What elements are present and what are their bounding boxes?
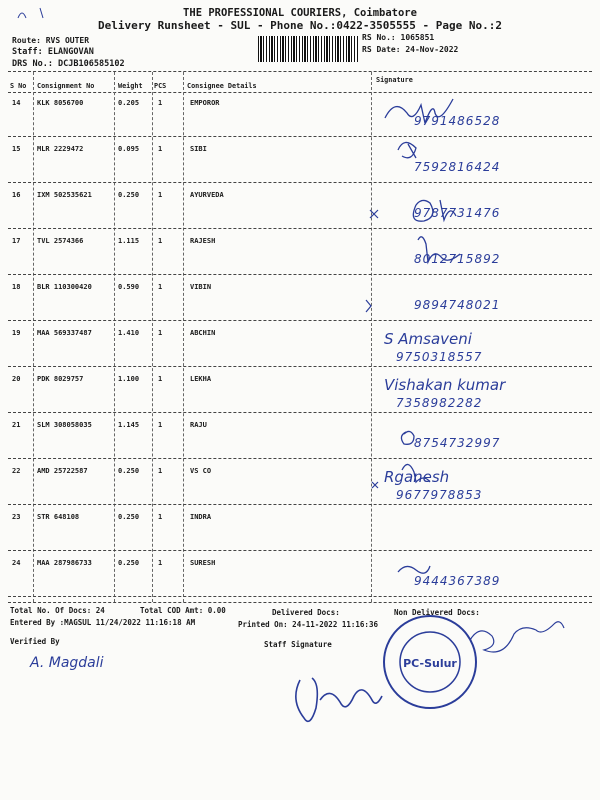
cell-consignee: RAJESH [190,237,216,245]
signature-phone: 9750318557 [396,350,483,364]
company-title: THE PROFESSIONAL COURIERS, Coimbatore [183,7,417,19]
route-label: Route: RVS OUTER [12,36,90,45]
cell-weight: 1.100 [118,375,140,383]
cell-weight: 1.145 [118,421,140,429]
cell-consignee: VS CO [190,467,212,475]
staff-signature-scribble [296,678,382,721]
signature-phone: 7592816424 [414,160,501,174]
signature-scribble [413,200,456,221]
cell-sno: 22 [12,467,21,475]
cell-sno: 16 [12,191,21,199]
verifier-signature: A. Magdali [30,655,104,671]
cell-consignment: TVL 2574366 [37,237,84,245]
drs-label: DRS No.: DCJB106585102 [12,59,125,69]
total-cod: Total COD Amt: 0.00 [140,606,226,615]
cell-pcs: 1 [158,145,163,153]
cell-sno: 24 [12,559,21,567]
signature-phone: 7358982282 [396,396,483,410]
col-header-weight: Weight [118,82,143,90]
col-header-pcs: PCS [154,82,167,90]
cell-consignee: SURESH [190,559,216,567]
cell-sno: 20 [12,375,21,383]
cell-weight: 0.590 [118,283,140,291]
cell-weight: 0.095 [118,145,140,153]
cell-consignee: SIBI [190,145,207,153]
signature-name: Rganesh [384,468,450,486]
cell-consignment: AMD 25722587 [37,467,88,475]
cell-pcs: 1 [158,191,163,199]
cell-pcs: 1 [158,559,163,567]
rs-number: RS No.: 1065851 [362,33,435,42]
signature-scribble [398,142,416,158]
cell-consignment: MAA 287986733 [37,559,92,567]
signature-phone: 9791486528 [414,114,501,128]
cell-sno: 21 [12,421,21,429]
col-header-consignment: Consignment No [37,82,95,90]
cell-consignment: SLM 308058035 [37,421,92,429]
cell-weight: 0.250 [118,467,140,475]
cell-consignee: VIBIN [190,283,212,291]
cell-pcs: 1 [158,237,163,245]
runsheet-subtitle: Delivery Runsheet - SUL - Phone No.:0422-3505555 - Page No.:2 [98,19,502,32]
cell-sno: 23 [12,513,21,521]
verified-by-label: Verified By [10,637,60,646]
total-docs: Total No. Of Docs: 24 [10,606,105,615]
cell-consignment: STR 648108 [37,513,80,521]
cell-sno: 15 [12,145,21,153]
cell-weight: 1.410 [118,329,140,337]
signature-scribble [418,237,460,262]
signature-scribble [385,99,453,123]
cell-sno: 14 [12,99,21,107]
cell-pcs: 1 [158,421,163,429]
cell-consignment: MAA 569337487 [37,329,92,337]
cell-pcs: 1 [158,375,163,383]
cell-consignment: BLR 110300420 [37,283,92,291]
signature-name: S Amsaveni [384,330,472,348]
signature-phone: 8012715892 [414,252,501,266]
cell-pcs: 1 [158,329,163,337]
printed-on: Printed On: 24-11-2022 11:16:36 [238,620,378,629]
cell-sno: 17 [12,237,21,245]
cell-pcs: 1 [158,283,163,291]
cell-consignment: PDK 8029757 [37,375,84,383]
cell-weight: 0.250 [118,559,140,567]
cell-pcs: 1 [158,99,163,107]
cell-consignee: INDRA [190,513,212,521]
delivered-docs: Delivered Docs: [272,608,340,617]
cell-consignee: ABCHIN [190,329,216,337]
col-header-sno: S No [10,82,27,90]
entered-by: Entered By :MAGSUL 11/24/2022 11:16:18 AM [10,618,196,627]
signature-name: Vishakan kumar [384,376,506,394]
col-header-consignee: Consignee Details [187,82,257,90]
signature-phone: 9444367389 [414,574,501,588]
signature-phone: 9787731476 [414,206,501,220]
col-header-signature: Signature [376,76,413,84]
cell-weight: 0.205 [118,99,140,107]
stamp-text: PC-Sulur [403,657,457,670]
cell-consignee: AYURVEDA [190,191,224,199]
cell-consignee: RAJU [190,421,207,429]
pc-sulur-stamp [384,616,476,708]
cell-weight: 0.250 [118,191,140,199]
cell-weight: 1.115 [118,237,140,245]
cell-pcs: 1 [158,467,163,475]
signature-phone: 9894748021 [414,298,501,312]
staff-signature-label: Staff Signature [264,640,332,649]
cell-pcs: 1 [158,513,163,521]
cell-consignment: KLK 8056700 [37,99,84,107]
staff-label: Staff: ELANGOVAN [12,47,94,57]
cell-consignee: LEKHA [190,375,212,383]
signature-phone: 9677978853 [396,488,483,502]
rs-date: RS Date: 24-Nov-2022 [362,45,459,54]
cell-sno: 18 [12,283,21,291]
signature-phone: 8754732997 [414,436,501,450]
cell-weight: 0.250 [118,513,140,521]
cell-consignment: MLR 2229472 [37,145,84,153]
non-delivered-docs: Non Delivered Docs: [394,608,480,617]
cell-consignment: IXM 502535621 [37,191,92,199]
cell-sno: 19 [12,329,21,337]
cell-consignee: EMPOROR [190,99,220,107]
